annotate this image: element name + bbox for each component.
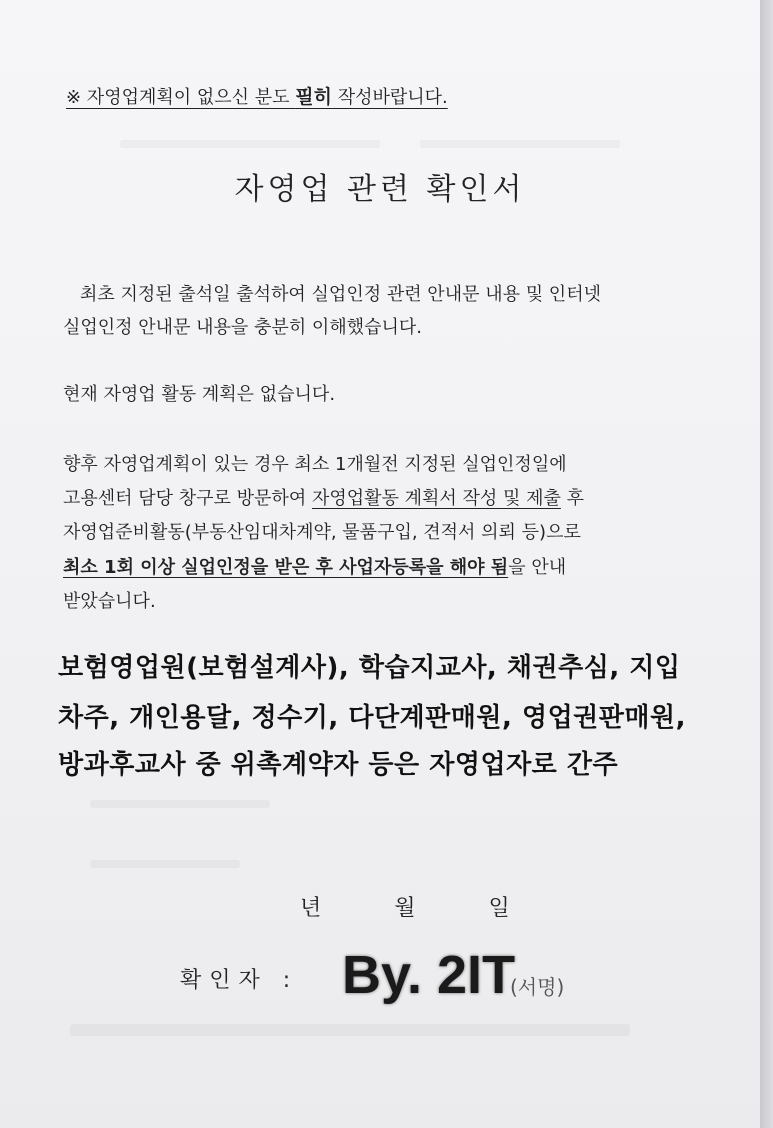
notice-part-2: 작성바랍니다. bbox=[331, 87, 448, 108]
bold-paragraph-line-2: 차주, 개인용달, 정수기, 다단계판매원, 영업권판매원, bbox=[58, 703, 687, 733]
paragraph-1-line-2: 실업인정 안내문 내용을 충분히 이해했습니다. bbox=[63, 317, 422, 338]
paragraph-2: 현재 자영업 활동 계획은 없습니다. bbox=[63, 384, 336, 405]
bleed-through-mark bbox=[420, 140, 620, 148]
paragraph-3-line-4-underlined: 최소 1회 이상 실업인정을 받은 후 사업자등록을 해야 됨 bbox=[63, 557, 509, 578]
bold-paragraph-line-3: 방과후교사 중 위촉계약자 등은 자영업자로 간주 bbox=[58, 750, 619, 780]
paragraph-3-line-2-a: 고용센터 담당 창구로 방문하여 bbox=[63, 488, 312, 509]
paragraph-3-line-3-underlined: 자영업준비활동 bbox=[63, 522, 185, 543]
paragraph-3-line-3 bbox=[63, 518, 581, 548]
page-edge bbox=[760, 0, 773, 1128]
bold-paragraph-line-1: 보험영업원(보험설계사), 학습지교사, 채권추심, 지입 bbox=[58, 653, 681, 683]
paragraph-3-line-5: 받았습니다. bbox=[63, 591, 156, 612]
paragraph-3-line-2-underlined: 자영업활동 계획서 작성 및 제출 bbox=[311, 488, 561, 509]
notice-part-1: ※ 자영업계획이 없으신 분도 bbox=[66, 87, 296, 108]
paragraph-3-line-4 bbox=[63, 553, 566, 583]
bleed-through-mark bbox=[120, 140, 380, 148]
paragraph-1-line-1: 최초 지정된 출석일 출석하여 실업인정 관련 안내문 내용 및 인터넷 bbox=[80, 284, 601, 305]
bleed-through-mark bbox=[90, 800, 270, 808]
bleed-through-mark bbox=[70, 1024, 630, 1036]
paragraph-3-line-2 bbox=[63, 484, 584, 514]
paragraph-3-line-4-b: 을 안내 bbox=[508, 557, 567, 578]
document-title: 자영업 관련 확인서 bbox=[234, 172, 526, 207]
signature-label: (서명) bbox=[510, 975, 565, 999]
notice-line bbox=[66, 82, 448, 113]
notice-emphasis: 필히 bbox=[295, 86, 332, 108]
paragraph-3-line-1: 향후 자영업계획이 있는 경우 최소 1개월전 지정된 실업인정일에 bbox=[63, 454, 567, 475]
bleed-through-mark bbox=[90, 860, 240, 868]
paragraph-3-line-3-b: (부동산임대차계약, 물품구입, 견적서 의뢰 등)으로 bbox=[184, 522, 581, 543]
confirmer-label: 확인자 : bbox=[180, 968, 299, 993]
watermark: By. 2IT bbox=[342, 945, 516, 1005]
date-line: 년 월 일 bbox=[300, 896, 512, 921]
paragraph-3-line-2-b: 후 bbox=[560, 488, 584, 509]
